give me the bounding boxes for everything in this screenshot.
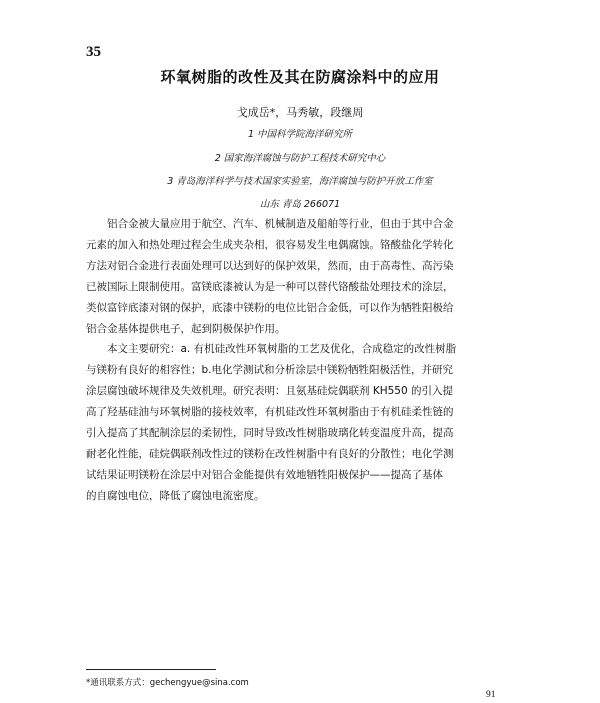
text-line: 试结果证明镁粉在涂层中对铝合金能提供有效地牺牲阳极保护——提高了基体 — [86, 469, 443, 481]
text-line: 本文主要研究：a. 有机硅改性环氧树脂的工艺及优化，合成稳定的改性树脂 — [107, 343, 457, 355]
page-number: 91 — [486, 690, 496, 700]
affiliation-1: 1 中国科学院海洋研究所 — [247, 129, 353, 140]
abstract-paragraph-1 — [86, 214, 516, 340]
abstract-paragraph-2 — [86, 339, 516, 507]
footnote: *通讯联系方式：gechengyue@sina.com — [86, 678, 249, 688]
text-line: 方法对铝合金进行表面处理可以达到好的保护效果，然而，由于高毒性、高污染 — [86, 260, 454, 272]
text-line: 涂层腐蚀破坏规律及失效机理。研究表明：且氨基硅烷偶联剂 KH550 的引入提 — [86, 385, 453, 397]
text-line: 与镁粉有良好的相容性；b.电化学测试和分析涂层中镁粉牺牲阳极活性，并研究 — [86, 364, 454, 376]
text-line: 铝合金基体提供电子，起到阴极保护作用。 — [86, 323, 286, 335]
author-location: 山东 青岛 266071 — [259, 199, 341, 210]
affiliation-2: 2 国家海洋腐蚀与防护工程技术研究中心 — [214, 153, 386, 164]
text-line: 引入提高了其配制涂层的柔韧性，同时导致改性树脂玻璃化转变温度升高，提高 — [86, 427, 454, 439]
page-label: 35 — [86, 44, 101, 60]
text-line: 类似富锌底漆对钢的保护，底漆中镁粉的电位比铝合金低，可以作为牺牲阳极给 — [86, 302, 454, 314]
text-line: 高了羟基硅油与环氧树脂的接枝效率，有机硅改性环氧树脂由于有机硅柔性链的 — [86, 406, 454, 418]
text-line: 元素的加入和热处理过程会生成夹杂相，很容易发生电偶腐蚀。铬酸盐化学转化 — [86, 239, 454, 251]
article-title: 环氧树脂的改性及其在防腐涂料中的应用 — [160, 68, 440, 86]
affiliation-3: 3 青岛海洋科学与技术国家实验室，海洋腐蚀与防护开放工作室 — [167, 176, 433, 187]
text-line: 耐老化性能，硅烷偶联剂改性过的镁粉在改性树脂中有良好的分散性；电化学测 — [86, 448, 454, 460]
text-line: 已被国际上限制使用。富镁底漆被认为是一种可以替代铬酸盐处理技术的涂层， — [86, 281, 454, 293]
text-line: 的自腐蚀电位，降低了腐蚀电流密度。 — [86, 490, 265, 502]
text-line: 铝合金被大量应用于航空、汽车、机械制造及船舶等行业，但由于其中合金 — [107, 218, 454, 230]
footnote-divider — [86, 669, 216, 670]
author-list: 戈成岳*，马秀敏，段继周 — [236, 106, 364, 119]
